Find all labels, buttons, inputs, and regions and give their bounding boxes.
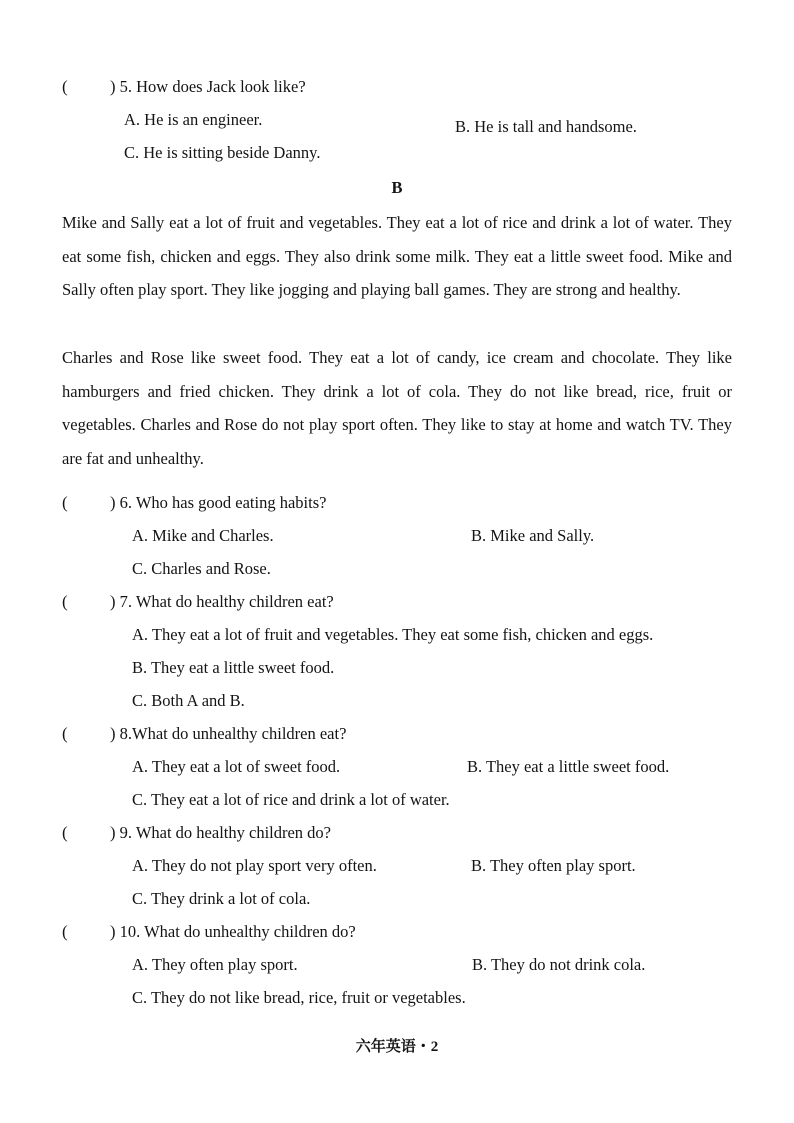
passage-paragraph-2: Charles and Rose like sweet food. They eat a lot of candy, ice cream and chocolate. They like hamburgers and fried chicken. They drink a lot of cola. They do not like bread, rice, fruit or vegetables. Charles and Rose do not play sport often. They like to stay at home and watch TV. They are fat and unhealthy.: [62, 348, 732, 468]
q8-stem: ) 8.What do unhealthy children eat?: [110, 724, 347, 743]
page-footer: 六年英语・2: [355, 1039, 439, 1055]
q6-stem: ) 6. Who has good eating habits?: [110, 493, 327, 512]
passage-paragraph-1: Mike and Sally eat a lot of fruit and vegetables. They eat a lot of rice and drink a lot of water. They eat some fish, chicken and eggs. They also drink some milk. They eat a little sweet food. Mike and Sally often play sport. They like jogging and playing ball games. They are strong and healthy.: [62, 213, 732, 299]
q7-option-b: B. They eat a little sweet food.: [132, 658, 335, 677]
section-b-heading: B: [391, 178, 403, 197]
q7-option-a: A. They eat a lot of fruit and vegetables. They eat some fish, chicken and eggs.: [132, 625, 654, 644]
q7-stem: ) 7. What do healthy children eat?: [110, 592, 334, 611]
q6-option-c: C. Charles and Rose.: [132, 559, 271, 578]
q5-option-a: A. He is an engineer.: [124, 110, 263, 129]
q6-option-b: B. Mike and Sally.: [471, 526, 595, 545]
q9-answer-paren[interactable]: (: [62, 823, 68, 842]
q10-answer-paren[interactable]: (: [62, 922, 68, 941]
q9-option-a: A. They do not play sport very often.: [132, 856, 377, 875]
q10-option-a: A. They often play sport.: [132, 955, 298, 974]
q8-option-a: A. They eat a lot of sweet food.: [132, 757, 341, 776]
q9-option-c: C. They drink a lot of cola.: [132, 889, 311, 908]
q10-stem: ) 10. What do unhealthy children do?: [110, 922, 356, 941]
q5-stem: ) 5. How does Jack look like?: [110, 77, 306, 96]
q7-answer-paren[interactable]: (: [62, 592, 68, 611]
q8-option-c: C. They eat a lot of rice and drink a lot of water.: [132, 790, 450, 809]
q9-stem: ) 9. What do healthy children do?: [110, 823, 332, 842]
q7-option-c: C. Both A and B.: [132, 691, 245, 710]
q10-option-c: C. They do not like bread, rice, fruit or vegetables.: [132, 988, 466, 1007]
q6-answer-paren[interactable]: (: [62, 493, 68, 512]
q5-option-c: C. He is sitting beside Danny.: [124, 143, 321, 162]
q9-option-b: B. They often play sport.: [471, 856, 636, 875]
q5-answer-paren[interactable]: (: [62, 77, 68, 96]
q6-option-a: A. Mike and Charles.: [132, 526, 274, 545]
q5-option-b: B. He is tall and handsome.: [455, 117, 637, 136]
q8-answer-paren[interactable]: (: [62, 724, 68, 743]
q10-option-b: B. They do not drink cola.: [472, 955, 646, 974]
q8-option-b: B. They eat a little sweet food.: [467, 757, 670, 776]
